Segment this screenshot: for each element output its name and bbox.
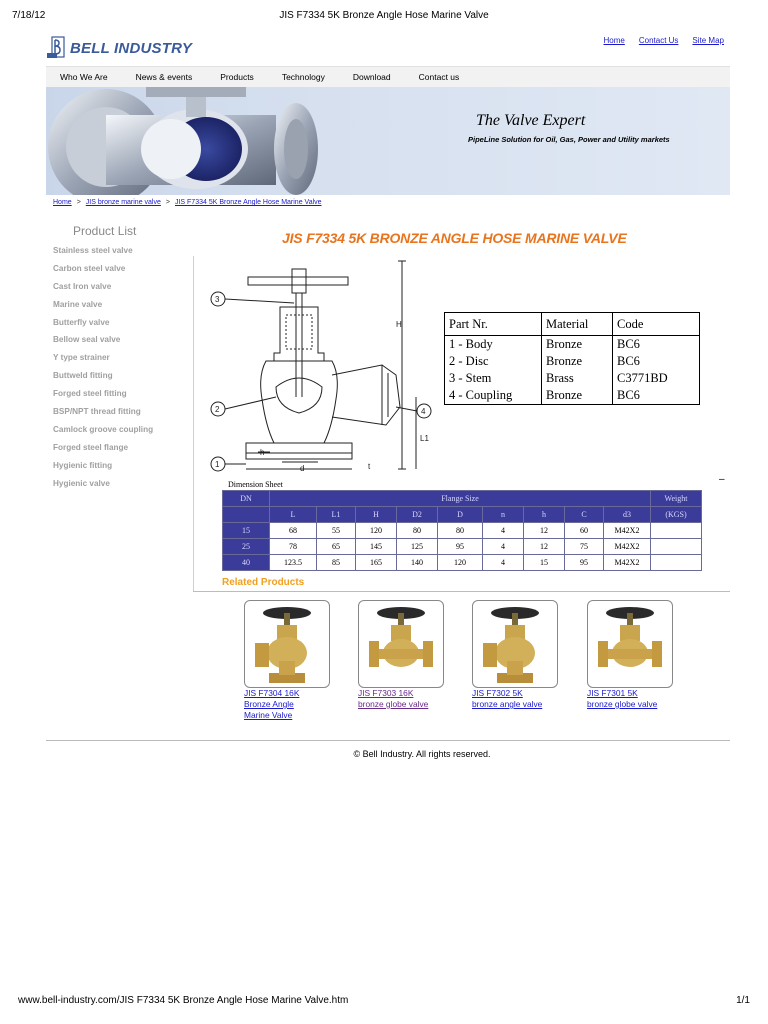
dim-cell-dn: 25: [223, 539, 270, 555]
related-product-image[interactable]: [244, 600, 330, 688]
dim-col-header: L1: [317, 507, 356, 523]
dim-cell: 15: [524, 555, 565, 571]
parts-row: [445, 336, 700, 354]
dimension-row: [223, 523, 702, 539]
nav-download[interactable]: Download: [352, 72, 391, 82]
callout-4: 4: [421, 407, 426, 416]
dim-cell: 75: [565, 539, 604, 555]
top-links: [604, 36, 725, 45]
dimension-subheader-row: [223, 507, 702, 523]
product-name-line: JIS F7302 5K: [472, 688, 523, 698]
related-product-card[interactable]: [587, 600, 677, 710]
dim-header-dn: DN: [223, 491, 270, 507]
top-link-home[interactable]: Home: [603, 36, 625, 45]
print-url: www.bell-industry.com/JIS F7334 5K Bronze Angle Hose Marine Valve.htm: [18, 995, 349, 1006]
product-name-line: bronze globe valve: [587, 699, 658, 709]
dimension-sheet-label: Dimension Sheet: [228, 480, 283, 489]
parts-row: [445, 353, 700, 370]
dim-cell: 120: [356, 523, 397, 539]
parts-row: [445, 387, 700, 405]
sidebar-item-stainless-steel-valve[interactable]: Stainless steel valve: [53, 246, 133, 255]
dimension-row: [223, 539, 702, 555]
print-title: JIS F7334 5K Bronze Angle Hose Marine Valve: [279, 10, 489, 21]
sidebar-item-carbon-steel-valve[interactable]: Carbon steel valve: [53, 263, 126, 273]
dim-header-blank: [223, 507, 270, 523]
related-product-image[interactable]: [587, 600, 673, 688]
related-products-title: Related Products: [222, 577, 305, 588]
dim-cell: [651, 555, 702, 571]
parts-cell: Bronze: [542, 387, 613, 405]
dim-header-flange: Flange Size: [270, 491, 651, 507]
parts-table: [444, 312, 700, 405]
dim-col-header: h: [524, 507, 565, 523]
hero-banner: [46, 87, 730, 195]
sidebar-item-forged-steel-fitting[interactable]: Forged steel fitting: [53, 389, 127, 399]
page-title: JIS F7334 5K BRONZE ANGLE HOSE MARINE VALVE: [282, 230, 627, 246]
parts-cell: 4 - Coupling: [445, 387, 542, 405]
parts-cell: BC6: [613, 353, 700, 370]
dim-cell: 123.5: [270, 555, 317, 571]
sidebar-item-marine-valve[interactable]: Marine valve: [53, 299, 103, 309]
related-product-link[interactable]: [244, 688, 334, 721]
breadcrumb-current[interactable]: JIS F7334 5K Bronze Angle Hose Marine Valve: [174, 199, 322, 206]
parts-cell: Bronze: [542, 336, 613, 354]
parts-cell: 1 - Body: [445, 336, 542, 354]
sidebar-item-butterfly-valve[interactable]: Butterfly valve: [53, 317, 110, 327]
dim-cell: 140: [397, 555, 438, 571]
dim-label-d: d: [300, 464, 305, 473]
dim-cell: 60: [565, 523, 604, 539]
top-link-sitemap[interactable]: Site Map: [692, 36, 724, 45]
callout-1: 1: [215, 460, 220, 469]
product-name-line: bronze globe valve: [358, 699, 429, 709]
dim-cell: M42X2: [604, 523, 651, 539]
parts-header-code: Code: [613, 313, 700, 336]
callout-2: 2: [215, 405, 220, 414]
dim-cell: 80: [438, 523, 483, 539]
copyright-label: © Bell Industry. All rights reserved.: [353, 749, 491, 759]
print-page-number: 1/1: [736, 995, 750, 1006]
nav-contact-us[interactable]: Contact us: [418, 72, 460, 82]
dim-cell: 145: [356, 539, 397, 555]
sidebar-item-cast-iron-valve[interactable]: Cast Iron valve: [53, 281, 112, 291]
copyright-text: [0, 749, 768, 759]
related-product-card[interactable]: [244, 600, 334, 721]
product-name-line: bronze angle valve: [472, 699, 543, 709]
dim-cell: 85: [317, 555, 356, 571]
dim-cell: 12: [524, 539, 565, 555]
dim-cell: 80: [397, 523, 438, 539]
dim-cell: M42X2: [604, 539, 651, 555]
related-product-link[interactable]: [587, 688, 677, 710]
dim-cell: 78: [270, 539, 317, 555]
dim-cell: 165: [356, 555, 397, 571]
sidebar-item-bellow-seal-valve[interactable]: Bellow seal valve: [53, 335, 121, 345]
dim-cell: 4: [483, 539, 524, 555]
parts-cell: Bronze: [542, 353, 613, 370]
dim-cell: [651, 539, 702, 555]
dim-cell: M42X2: [604, 555, 651, 571]
banner-title: The Valve Expert: [476, 112, 586, 129]
dim-header-weight: Weight: [651, 491, 702, 507]
product-name-line: JIS F7303 16K: [358, 688, 414, 698]
dim-label-h: h: [260, 448, 265, 457]
breadcrumb: [53, 199, 322, 206]
related-product-image[interactable]: [472, 600, 558, 688]
product-name-line: Bronze Angle: [244, 699, 294, 709]
top-link-contact[interactable]: Contact Us: [638, 36, 679, 45]
sidebar-item-hygienic-valve[interactable]: Hygienic valve: [53, 478, 110, 488]
product-name-line: Marine Valve: [244, 710, 293, 720]
site-logo[interactable]: [46, 36, 192, 60]
valve-cross-section-diagram: [206, 257, 446, 481]
parts-header-part: Part Nr.: [445, 313, 542, 336]
related-product-link[interactable]: [358, 688, 448, 710]
main-nav: [46, 66, 730, 88]
sidebar-item-buttweld-fitting[interactable]: Buttweld fitting: [53, 371, 113, 381]
breadcrumb-category[interactable]: JIS bronze marine valve: [85, 199, 161, 206]
nav-who-we-are[interactable]: Who We Are: [60, 72, 108, 82]
product-name-line: JIS F7304 16K: [244, 688, 300, 698]
dim-col-header: H: [356, 507, 397, 523]
sidebar-divider: [193, 256, 194, 592]
related-product-link[interactable]: [472, 688, 562, 710]
dim-cell: [651, 523, 702, 539]
dimension-header-row: [223, 491, 702, 507]
dim-cell: 65: [317, 539, 356, 555]
related-product-card[interactable]: [472, 600, 562, 710]
parts-cell: C3771BD: [613, 370, 700, 387]
dim-col-header: d3: [604, 507, 651, 523]
banner-subtitle: PipeLine Solution for Oil, Gas, Power and Utility markets: [468, 135, 670, 144]
dim-cell: 55: [317, 523, 356, 539]
dim-col-header: L: [270, 507, 317, 523]
product-list-title: Product List: [73, 224, 137, 238]
dim-cell-dn: 15: [223, 523, 270, 539]
parts-row: [445, 370, 700, 387]
dim-cell: 125: [397, 539, 438, 555]
dim-cell: 4: [483, 523, 524, 539]
dim-col-header: n: [483, 507, 524, 523]
breadcrumb-separator: >: [76, 199, 81, 206]
breadcrumb-home[interactable]: Home: [53, 199, 72, 206]
sidebar-item-y-type-strainer[interactable]: Y type strainer: [53, 353, 110, 363]
parts-cell: BC6: [613, 387, 700, 405]
dim-header-weight-unit: (KGS): [651, 507, 702, 523]
sidebar-item-hygienic-fitting[interactable]: Hygienic fitting: [53, 460, 113, 470]
dim-cell: 120: [438, 555, 483, 571]
related-product-image[interactable]: [358, 600, 444, 688]
dimension-row: [223, 555, 702, 571]
dim-cell: 68: [270, 523, 317, 539]
parts-cell: 2 - Disc: [445, 353, 542, 370]
dim-label-L1: L1: [420, 434, 429, 443]
parts-cell: Brass: [542, 370, 613, 387]
product-list-sidebar: [53, 224, 193, 492]
dash-mark: –: [719, 474, 725, 485]
bell-logo-icon: [46, 36, 66, 60]
product-name-line: JIS F7301 5K: [587, 688, 638, 698]
print-date: 7/18/12: [12, 10, 46, 21]
parts-cell: 3 - Stem: [445, 370, 542, 387]
nav-news-events[interactable]: News & events: [135, 72, 193, 82]
nav-products[interactable]: Products: [220, 72, 254, 82]
dim-col-header: C: [565, 507, 604, 523]
dim-label-H: H: [396, 320, 402, 329]
parts-cell: BC6: [613, 336, 700, 354]
dimension-table: [222, 490, 702, 571]
dim-cell: 12: [524, 523, 565, 539]
dim-label-t: t: [368, 462, 371, 471]
dim-col-header: D: [438, 507, 483, 523]
ball-valve-image: [46, 87, 376, 195]
related-divider: [193, 591, 730, 592]
nav-technology[interactable]: Technology: [281, 72, 325, 82]
sidebar-item-forged-steel-flange[interactable]: Forged steel flange: [53, 442, 129, 452]
callout-3: 3: [215, 295, 220, 304]
dim-cell: 95: [438, 539, 483, 555]
related-product-card[interactable]: [358, 600, 448, 710]
parts-header-material: Material: [542, 313, 613, 336]
sidebar-item-bsp-npt-thread-fitting[interactable]: BSP/NPT thread fitting: [53, 407, 141, 417]
dim-col-header: D2: [397, 507, 438, 523]
footer-divider: [46, 740, 730, 741]
breadcrumb-separator: >: [165, 199, 170, 206]
dim-cell-dn: 40: [223, 555, 270, 571]
sidebar-item-camlock-groove-coupling[interactable]: Camlock groove coupling: [53, 424, 154, 434]
dim-cell: 4: [483, 555, 524, 571]
dim-cell: 95: [565, 555, 604, 571]
logo-text: BELL INDUSTRY: [70, 39, 193, 57]
